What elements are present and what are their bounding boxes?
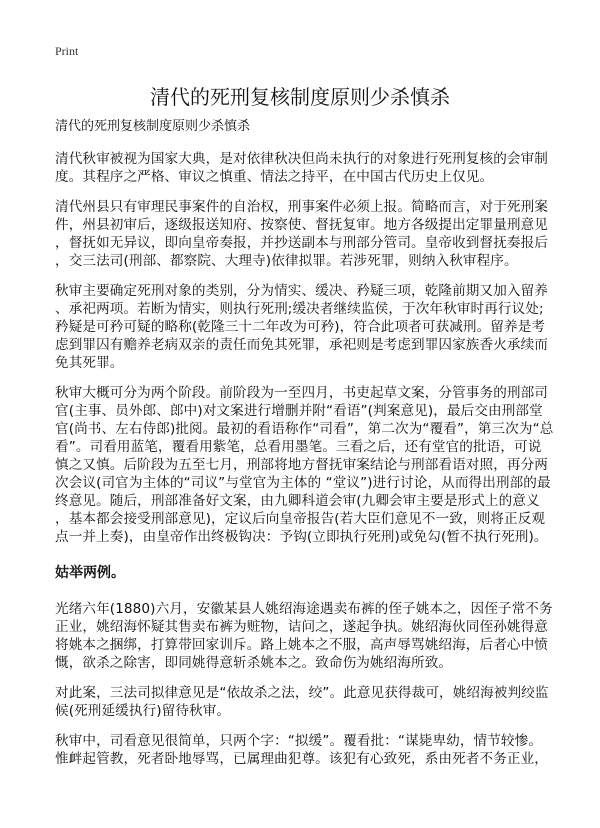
paragraph-line: 秋审主要确定死刑对象的类别，分为情实、缓决、矜疑三项，乾隆前期又加入留养 [55,283,548,299]
paragraph-line: 对此案，三法司拟律意见是“依故杀之法，绞”。此意见获得裁可，姚绍海被判绞监 [55,685,549,701]
article-body [55,118,555,780]
paragraph-line: 看”。司看用蓝笔，覆看用紫笔，总看用墨笔。三看之后，还有堂官的批语，可说 [55,439,542,455]
paragraph-line: 候(死刑延缓执行)留待秋审。 [55,703,231,719]
section-heading: 姑举两例。 [55,565,125,581]
paragraph-line: 秋审大概可分为两个阶段。前阶段为一至四月，书吏起草文案，分管事务的刑部司 [55,385,548,401]
article-subtitle: 清代的死刑复核制度原则少杀慎杀 [55,119,251,134]
paragraph-line: 免其死罪。 [55,355,124,371]
page-title: 清代的死刑复核制度原则少杀慎杀 [150,85,450,109]
paragraph-line: 官(尚书、左右侍郎)批阅。最初的看语称作“司看”，第二次为“覆看”，第三次为“总 [55,421,554,437]
paragraph [55,150,555,186]
paragraph-line: 度。其程序之严格、审议之慎重、情法之持平，在中国古代历史上仅见。 [55,169,494,185]
paragraph [55,282,555,372]
paragraph-line: ，基本都会接受刑部意见)，定议后向皇帝报告(若大臣们意见不一致，则将正反观 [55,511,546,527]
paragraph-line: 惟衅起管教，死者卧地辱骂，已属理曲犯尊。该犯有心致死，系由死者不务正业， [55,751,548,767]
paragraph-line: 次会议(司官为主体的“司议”与堂官为主体的 “堂议”)进行讨论，从而得出刑部的最 [55,475,551,491]
paragraph-line: 终意见。随后，刑部准备好文案，由九卿科道会审(九卿会审主要是形式上的意义 [55,493,540,509]
paragraph [55,600,555,672]
paragraph [55,198,555,270]
paragraph [55,384,555,546]
paragraph-line: 慨，欲杀之除害，即同姚得意斩杀姚本之。致命伤为姚绍海所致。 [55,655,453,671]
paragraph-line: 清代秋审被视为国家大典，是对依律秋决但尚未执行的对象进行死刑复核的会审制 [55,151,548,167]
paragraph-line: 正业，姚绍海怀疑其售卖布裤为赃物，诘问之，遂起争执。姚绍海伙同侄孙姚得意 [55,619,548,635]
paragraph-line: ，交三法司(刑部、都察院、大理寺)依律拟罪。若涉死罪，则纳入秋审程序。 [55,253,518,269]
paragraph-line: 矜疑是可矜可疑的略称(乾隆三十二年改为可矜)，符合此项者可获减刑。留养是考 [55,319,546,335]
print-link[interactable]: Print [55,44,79,58]
paragraph-line: 件，州县初审后，逐级报送知府、按察使、督抚复审。地方各级提出定罪量刑意见 [55,217,548,233]
paragraph-line: 将姚本之捆绑，打算带回家训斥。路上姚本之不服，高声辱骂姚绍海，后者心中愤 [55,637,548,653]
paragraph [55,732,555,768]
paragraph [55,684,555,720]
paragraph-line: ，督抚如无异议，即向皇帝奏报，并抄送副本与刑部分管司。皇帝收到督抚奏报后 [55,235,548,251]
paragraph-line: 慎之又慎。后阶段为五至七月，刑部将地方督抚审案结论与刑部看语对照，再分两 [55,457,548,473]
paragraph-line: 、承祀两项。若断为情实，则执行死刑;缓决者继续监侯，于次年秋审时再行议处; [55,301,544,317]
paragraph-line: 官(主事、员外郎、郎中)对文案进行增删并附“看语”(判案意见)，最后交由刑部堂 [55,403,543,419]
paragraph-line: 秋审中，司看意见很简单，只两个字：“拟缓”。覆看批：“谋毙卑幼，情节较惨。 [55,733,543,749]
paragraph-line: 清代州县只有审理民事案件的自治权，刑事案件必须上报。简略而言，对于死刑案 [55,199,548,215]
paragraph-line: 点一并上奏)，由皇帝作出终极钩决：予钩(立即执行死刑)或免勾(暂不执行死刑)。 [55,529,548,545]
paragraph-line: 光绪六年(1880)六月，安徽某县人姚绍海途遇卖布裤的侄子姚本之，因侄子常不务 [55,601,553,617]
paragraph-line: 虑到罪囚有赡养老病双亲的责任而免其死罪，承祀则是考虑到罪囚家族香火承续而 [55,337,548,353]
